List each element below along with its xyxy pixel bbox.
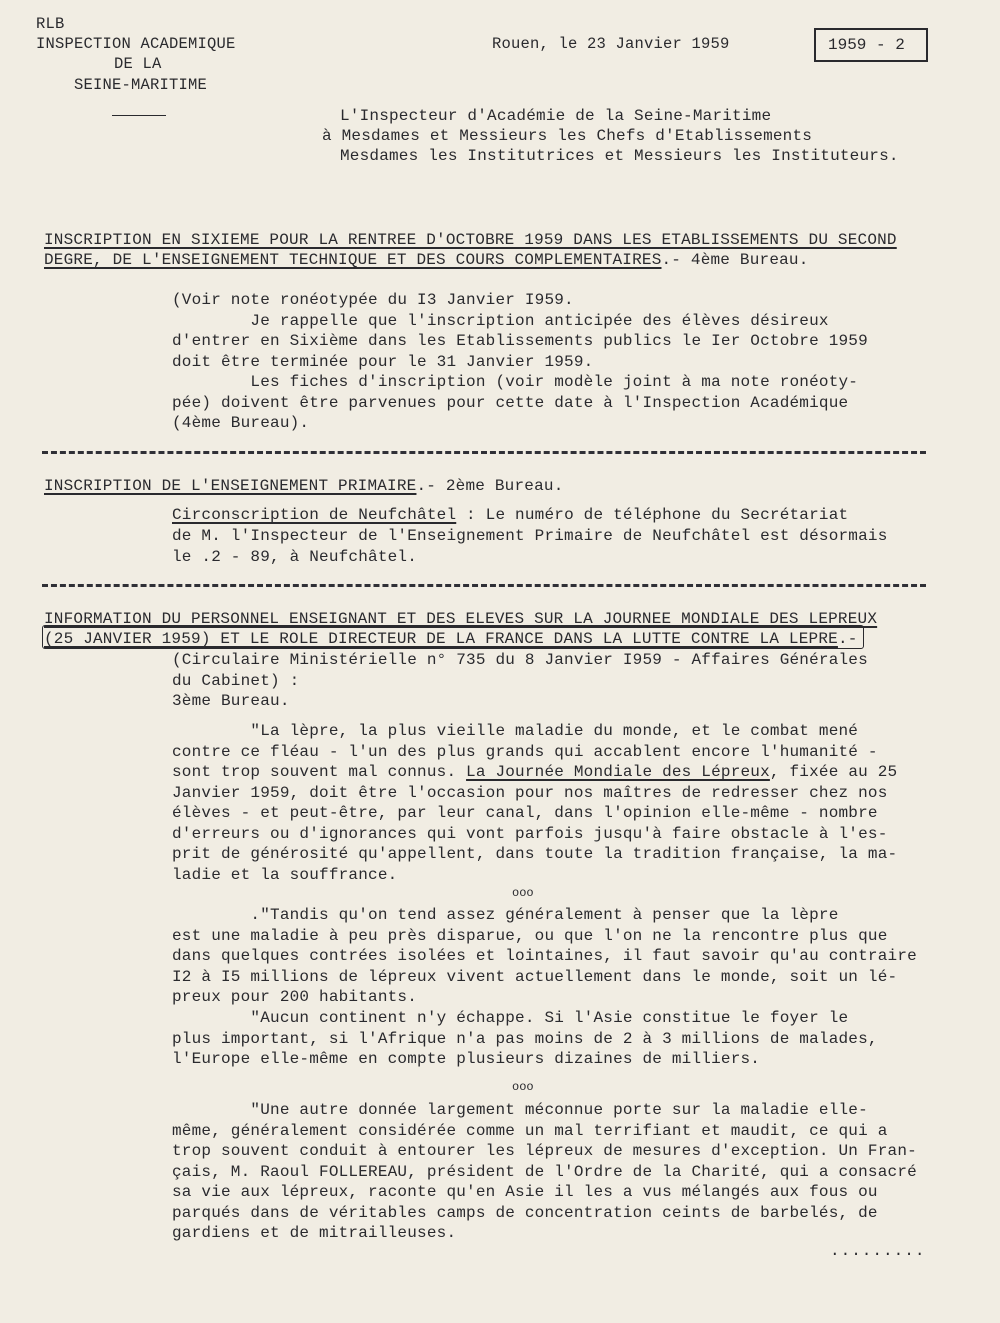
reference-box bbox=[814, 28, 928, 62]
paragraph-1: "La lèpre, la plus vieille maladie du monde, et le combat mené contre ce fléau - l'un des plus grands qui accablent encore l'humanité - sont trop souvent mal connus. La Journée Mondiale des Lépreux, fixée au 25 Janvier 1959, doit être l'occasion pour nos maîtres de redresser chez nos élèves - et peut-être, par leur canal, dans l'opinion elle-même - nombre d'erreurs ou d'ignorances qui vont parfois jusqu'à faire obstacle à l'es- prit de générosité qu'appellent, dans toute la tradition française, la ma- ladie et la souffrance. bbox=[172, 722, 898, 884]
separator-mark: ooo bbox=[512, 886, 534, 900]
section3-title-line1: INFORMATION DU PERSONNEL ENSEIGNANT ET DES ELEVES SUR LA JOURNEE MONDIALE DES LEPREUX bbox=[44, 610, 878, 628]
paragraph-4: "Une autre donnée largement méconnue porte sur la maladie elle- même, généralement considérée comme un mal terrifiant et maudit, ce qui a trop souvent conduit à entourer les lépreux de mesures d'exception. Un Fran- çais, M. Raoul FOLLEREAU, président de l'Ordre de la Charité, qui a consacré sa vie aux lépreux, raconte qu'en Asie il les a vus mélangés aux fous ou parqués dans de véritables camps de concentration ceints de barbelés, de gardiens et de mitrailleuses. bbox=[172, 1101, 917, 1242]
paragraph-2: ."Tandis qu'on tend assez généralement à penser que la lèpre est une maladie à peu près disparue, ou que l'on ne la rencontre plus que dans quelques contrées isolées et lointaines, il faut savoir qu'au contraire I2 à I5 millions de lépreux vivent actuellement dans le monde, soit un lé- preux pour 200 habitants. bbox=[172, 906, 917, 1006]
address-line-2: à Mesdames et Messieurs les Chefs d'Etablissements bbox=[322, 127, 813, 145]
office-line-1: INSPECTION ACADEMIQUE bbox=[36, 35, 236, 53]
section2-line1: Circonscription de Neufchâtel : Le numéro de téléphone du Secrétariat bbox=[172, 506, 849, 524]
section1-title-line1: INSCRIPTION EN SIXIEME POUR LA RENTREE D'OCTOBRE 1959 DANS LES ETABLISSEMENTS DU SECOND bbox=[44, 231, 897, 249]
section2-title: INSCRIPTION DE L'ENSEIGNEMENT PRIMAIRE.- 2ème Bureau. bbox=[44, 477, 564, 495]
place-date: Rouen, le 23 Janvier 1959 bbox=[492, 35, 730, 53]
address-line-1: L'Inspecteur d'Académie de la Seine-Maritime bbox=[340, 107, 772, 125]
section2-line2: de M. l'Inspecteur de l'Enseignement Primaire de Neufchâtel est désormais bbox=[172, 527, 888, 545]
office-line-3: SEINE-MARITIME bbox=[74, 76, 208, 94]
section1-title-line2: DEGRE, DE L'ENSEIGNEMENT TECHNIQUE ET DES COURS COMPLEMENTAIRES.- 4ème Bureau. bbox=[44, 251, 809, 269]
section3-title-line2: (25 JANVIER 1959) ET LE ROLE DIRECTEUR DE LA FRANCE DANS LA LUTTE CONTRE LA LEPRE.- bbox=[44, 630, 858, 648]
dashed-divider bbox=[42, 451, 926, 454]
paragraph-3: "Aucun continent n'y échappe. Si l'Asie constitue le foyer le plus important, si l'Afrique n'a pas moins de 2 à 3 millions de malades, l'Europe elle-même en compte plusieurs dizaines de milliers. bbox=[172, 1009, 878, 1068]
continuation-dots: ......... bbox=[830, 1242, 926, 1260]
dashed-divider bbox=[42, 584, 926, 587]
separator-mark: ooo bbox=[512, 1080, 534, 1094]
section1-body: (Voir note ronéotypée du I3 Janvier I959. Je rappelle que l'inscription anticipée des élèves désireux d'entrer en Sixième dans les Etablissements publics le Ier Octobre 1959 doit être terminée pour le 31 Janvier 1959. Les fiches d'inscription (voir modèle joint à ma note ronéoty- pée) doivent être parvenues pour cette date à l'Inspection Académique (4ème Bureau). bbox=[172, 291, 868, 432]
address-line-3: Mesdames les Institutrices et Messieurs les Instituteurs. bbox=[340, 147, 899, 165]
section2-line3: le .2 - 89, à Neufchâtel. bbox=[172, 548, 418, 566]
circular-reference: (Circulaire Ministérielle n° 735 du 8 Janvier I959 - Affaires Générales du Cabinet) : 3ème Bureau. bbox=[172, 651, 868, 710]
office-line-2: DE LA bbox=[114, 55, 162, 73]
initials: RLB bbox=[36, 15, 65, 33]
reference-number: 1959 - 2 bbox=[828, 36, 905, 54]
header-rule bbox=[112, 115, 166, 116]
